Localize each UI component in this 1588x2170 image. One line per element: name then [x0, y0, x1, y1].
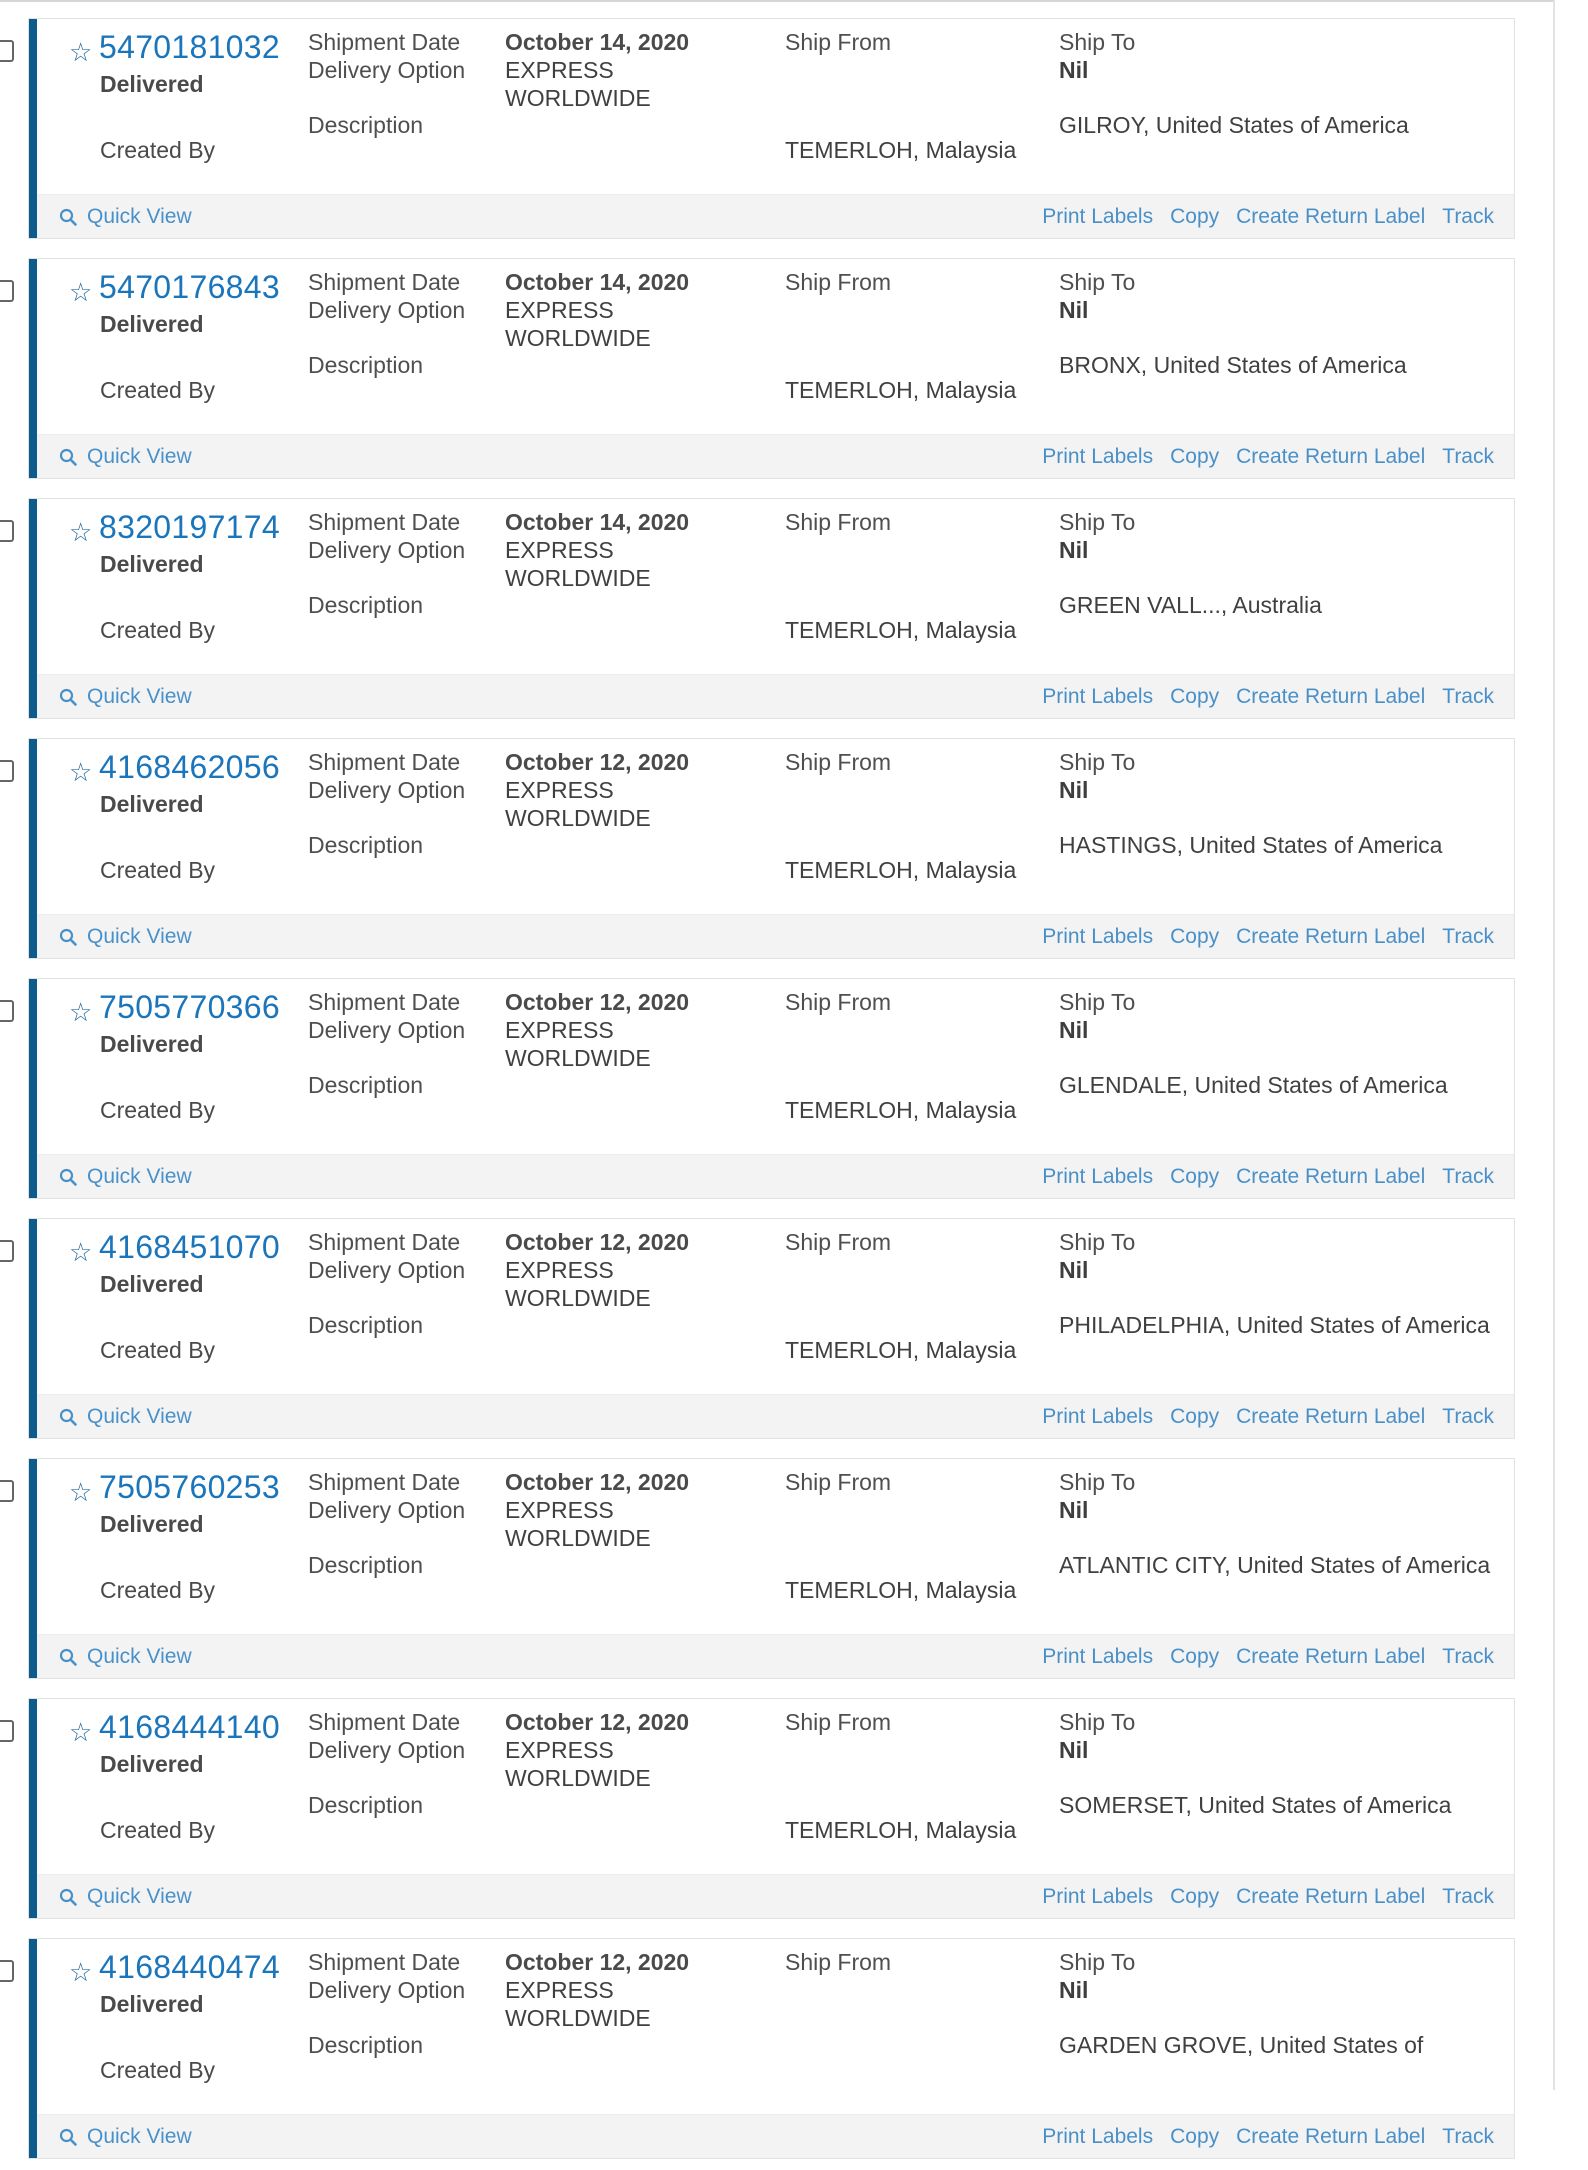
quick-view-link[interactable]: [59, 683, 192, 711]
description-label: Description: [308, 352, 424, 378]
print-labels-link[interactable]: Print Labels: [1042, 205, 1154, 228]
ship-from-label: Ship From: [785, 1229, 892, 1255]
card-accent-bar: [29, 19, 37, 238]
delivery-option-label: Delivery Option: [308, 1017, 466, 1043]
card-body: [37, 259, 1514, 435]
delivery-option-value: EXPRESS: [505, 57, 614, 83]
ship-to-city: GILROY, United States of America: [1059, 112, 1409, 138]
status-label: Delivered: [100, 1271, 204, 1297]
create-return-label-link[interactable]: Create Return Label: [1236, 205, 1426, 228]
delivery-option-value: EXPRESS: [505, 1737, 614, 1763]
card-actions: [1025, 683, 1494, 711]
card-accent-bar: [29, 499, 37, 718]
copy-link[interactable]: Copy: [1170, 925, 1220, 948]
print-labels-link[interactable]: Print Labels: [1042, 445, 1154, 468]
row-checkbox[interactable]: [0, 280, 14, 302]
card-footer: [37, 1154, 1514, 1198]
card-footer: [37, 1394, 1514, 1438]
card-body: [37, 1699, 1514, 1875]
quick-view-label: Quick View: [87, 205, 192, 228]
shipment-card: [28, 1938, 1515, 2159]
ship-from-label: Ship From: [785, 509, 892, 535]
star-icon[interactable]: ☆: [69, 997, 93, 1027]
delivery-option-label: Delivery Option: [308, 1977, 466, 2003]
shipment-date-value: October 12, 2020: [505, 989, 690, 1015]
shipment-date-label: Shipment Date: [308, 1709, 461, 1735]
ship-to-label: Ship To: [1059, 509, 1136, 535]
description-label: Description: [308, 592, 424, 618]
track-link[interactable]: Track: [1442, 925, 1494, 948]
star-icon[interactable]: ☆: [69, 1717, 93, 1747]
card-actions: [1025, 923, 1494, 951]
track-link[interactable]: Track: [1442, 445, 1494, 468]
ship-from-value: TEMERLOH, Malaysia: [785, 617, 1017, 643]
row-checkbox[interactable]: [0, 1960, 14, 1982]
ship-to-name: Nil: [1059, 297, 1089, 323]
create-return-label-link[interactable]: Create Return Label: [1236, 925, 1426, 948]
shipment-date-value: October 14, 2020: [505, 509, 690, 535]
ship-from-value: TEMERLOH, Malaysia: [785, 1097, 1017, 1123]
card-accent-bar: [29, 1699, 37, 1918]
ship-from-value: TEMERLOH, Malaysia: [785, 137, 1017, 163]
create-return-label-link[interactable]: Create Return Label: [1236, 445, 1426, 468]
delivery-option-value: EXPRESS: [505, 1017, 614, 1043]
delivery-option-label: Delivery Option: [308, 1497, 466, 1523]
tracking-number-link[interactable]: 4168444140: [99, 1709, 280, 1745]
copy-link[interactable]: Copy: [1170, 1885, 1220, 1908]
print-labels-link[interactable]: Print Labels: [1042, 1165, 1154, 1188]
delivery-option-value: EXPRESS: [505, 297, 614, 323]
created-by-label: Created By: [100, 2057, 216, 2083]
ship-from-label: Ship From: [785, 269, 892, 295]
shipment-row: [0, 970, 1588, 1210]
tracking-number-link[interactable]: 4168462056: [99, 749, 280, 785]
card-actions: [1025, 1403, 1494, 1431]
row-checkbox[interactable]: [0, 40, 14, 62]
quick-view-link[interactable]: [59, 1643, 192, 1671]
copy-link[interactable]: Copy: [1170, 445, 1220, 468]
status-label: Delivered: [100, 1751, 204, 1777]
quick-view-label: Quick View: [87, 685, 192, 708]
card-body: [37, 1219, 1514, 1395]
delivery-option-label: Delivery Option: [308, 537, 466, 563]
tracking-number-link[interactable]: 4168440474: [99, 1949, 280, 1985]
print-labels-link[interactable]: Print Labels: [1042, 1405, 1154, 1428]
row-checkbox[interactable]: [0, 1720, 14, 1742]
row-checkbox[interactable]: [0, 760, 14, 782]
delivery-option-value: EXPRESS: [505, 537, 614, 563]
shipment-date-value: October 12, 2020: [505, 1469, 690, 1495]
search-icon: [59, 448, 77, 466]
tracking-number-link[interactable]: 7505770366: [99, 989, 280, 1025]
created-by-label: Created By: [100, 1337, 216, 1363]
create-return-label-link[interactable]: Create Return Label: [1236, 1405, 1426, 1428]
star-icon[interactable]: ☆: [69, 1477, 93, 1507]
shipment-card: [28, 978, 1515, 1199]
track-link[interactable]: Track: [1442, 1885, 1494, 1908]
card-accent-bar: [29, 1939, 37, 2158]
card-accent-bar: [29, 1219, 37, 1438]
quick-view-label: Quick View: [87, 1165, 192, 1188]
shipment-date-value: October 12, 2020: [505, 1229, 690, 1255]
created-by-label: Created By: [100, 1097, 216, 1123]
card-accent-bar: [29, 979, 37, 1198]
shipment-date-label: Shipment Date: [308, 1469, 461, 1495]
card-actions: [1025, 1643, 1494, 1671]
delivery-option-label: Delivery Option: [308, 57, 466, 83]
delivery-option-value-line2: WORLDWIDE: [505, 2005, 651, 2031]
ship-to-city: HASTINGS, United States of America: [1059, 832, 1443, 858]
track-link[interactable]: Track: [1442, 685, 1494, 708]
tracking-number-link[interactable]: 4168451070: [99, 1229, 280, 1265]
shipment-date-label: Shipment Date: [308, 749, 461, 775]
ship-to-label: Ship To: [1059, 1709, 1136, 1735]
create-return-label-link[interactable]: Create Return Label: [1236, 1165, 1426, 1188]
card-footer: [37, 194, 1514, 238]
search-icon: [59, 688, 77, 706]
ship-to-label: Ship To: [1059, 989, 1136, 1015]
status-label: Delivered: [100, 311, 204, 337]
quick-view-link[interactable]: [59, 923, 192, 951]
delivery-option-value-line2: WORLDWIDE: [505, 1525, 651, 1551]
star-icon[interactable]: ☆: [69, 1957, 93, 1987]
ship-to-city: BRONX, United States of America: [1059, 352, 1407, 378]
ship-to-name: Nil: [1059, 1257, 1089, 1283]
search-icon: [59, 208, 77, 226]
row-checkbox[interactable]: [0, 520, 14, 542]
status-label: Delivered: [100, 791, 204, 817]
ship-from-label: Ship From: [785, 1949, 892, 1975]
card-actions: [1025, 203, 1494, 231]
shipment-date-value: October 12, 2020: [505, 749, 690, 775]
tracking-number-link[interactable]: 5470181032: [99, 29, 280, 65]
quick-view-link[interactable]: [59, 1403, 192, 1431]
shipment-date-label: Shipment Date: [308, 1229, 461, 1255]
status-label: Delivered: [100, 1031, 204, 1057]
card-body: [37, 739, 1514, 915]
created-by-label: Created By: [100, 1577, 216, 1603]
delivery-option-value: EXPRESS: [505, 1257, 614, 1283]
track-link[interactable]: Track: [1442, 1645, 1494, 1668]
star-icon[interactable]: ☆: [69, 1237, 93, 1267]
shipment-date-label: Shipment Date: [308, 29, 461, 55]
quick-view-link[interactable]: [59, 1883, 192, 1911]
shipment-card: [28, 1218, 1515, 1439]
description-label: Description: [308, 112, 424, 138]
track-link[interactable]: Track: [1442, 205, 1494, 228]
ship-from-label: Ship From: [785, 1709, 892, 1735]
ship-to-city: ATLANTIC CITY, United States of America: [1059, 1552, 1491, 1578]
shipment-row: [0, 730, 1588, 970]
shipment-date-label: Shipment Date: [308, 269, 461, 295]
ship-from-value: TEMERLOH, Malaysia: [785, 857, 1017, 883]
ship-from-value: TEMERLOH, Malaysia: [785, 377, 1017, 403]
shipment-card: [28, 738, 1515, 959]
delivery-option-label: Delivery Option: [308, 777, 466, 803]
ship-to-name: Nil: [1059, 1497, 1089, 1523]
card-actions: [1025, 1883, 1494, 1911]
tracking-number-link[interactable]: 8320197174: [99, 509, 280, 545]
search-icon: [59, 1648, 77, 1666]
track-link[interactable]: Track: [1442, 1405, 1494, 1428]
tracking-number-link[interactable]: 5470176843: [99, 269, 280, 305]
copy-link[interactable]: Copy: [1170, 2125, 1220, 2148]
shipment-date-label: Shipment Date: [308, 989, 461, 1015]
ship-to-name: Nil: [1059, 1017, 1089, 1043]
description-label: Description: [308, 1312, 424, 1338]
card-body: [37, 499, 1514, 675]
search-icon: [59, 1888, 77, 1906]
ship-to-city: PHILADELPHIA, United States of America: [1059, 1312, 1490, 1338]
ship-from-label: Ship From: [785, 749, 892, 775]
create-return-label-link[interactable]: Create Return Label: [1236, 1885, 1426, 1908]
quick-view-link[interactable]: [59, 203, 192, 231]
ship-to-label: Ship To: [1059, 29, 1136, 55]
description-label: Description: [308, 832, 424, 858]
shipment-card: [28, 1458, 1515, 1679]
ship-to-label: Ship To: [1059, 1229, 1136, 1255]
quick-view-link[interactable]: [59, 2123, 192, 2151]
card-footer: [37, 434, 1514, 478]
ship-from-label: Ship From: [785, 29, 892, 55]
create-return-label-link[interactable]: Create Return Label: [1236, 2125, 1426, 2148]
shipment-row: [0, 1930, 1588, 2170]
quick-view-label: Quick View: [87, 2125, 192, 2148]
card-footer: [37, 2114, 1514, 2158]
shipment-date-label: Shipment Date: [308, 509, 461, 535]
ship-from-value: TEMERLOH, Malaysia: [785, 1577, 1017, 1603]
tracking-number-link[interactable]: 7505760253: [99, 1469, 280, 1505]
delivery-option-value-line2: WORLDWIDE: [505, 1045, 651, 1071]
track-link[interactable]: Track: [1442, 1165, 1494, 1188]
shipment-card: [28, 18, 1515, 239]
description-label: Description: [308, 1792, 424, 1818]
ship-to-city: GLENDALE, United States of America: [1059, 1072, 1448, 1098]
delivery-option-value-line2: WORLDWIDE: [505, 325, 651, 351]
ship-to-city: GREEN VALL..., Australia: [1059, 592, 1322, 618]
created-by-label: Created By: [100, 377, 216, 403]
shipment-row: [0, 10, 1588, 250]
delivery-option-label: Delivery Option: [308, 1737, 466, 1763]
search-icon: [59, 1408, 77, 1426]
quick-view-label: Quick View: [87, 1645, 192, 1668]
search-icon: [59, 1168, 77, 1186]
delivery-option-value: EXPRESS: [505, 1977, 614, 2003]
description-label: Description: [308, 2032, 424, 2058]
shipment-date-value: October 14, 2020: [505, 269, 690, 295]
shipment-row: [0, 1210, 1588, 1450]
print-labels-link[interactable]: Print Labels: [1042, 2125, 1154, 2148]
created-by-label: Created By: [100, 137, 216, 163]
create-return-label-link[interactable]: Create Return Label: [1236, 685, 1426, 708]
delivery-option-value: EXPRESS: [505, 1497, 614, 1523]
card-accent-bar: [29, 259, 37, 478]
copy-link[interactable]: Copy: [1170, 1405, 1220, 1428]
shipment-row: [0, 490, 1588, 730]
star-icon[interactable]: ☆: [69, 37, 93, 67]
ship-from-label: Ship From: [785, 989, 892, 1015]
ship-to-name: Nil: [1059, 1977, 1089, 2003]
row-checkbox[interactable]: [0, 1000, 14, 1022]
card-actions: [1025, 1163, 1494, 1191]
print-labels-link[interactable]: Print Labels: [1042, 1885, 1154, 1908]
delivery-option-label: Delivery Option: [308, 1257, 466, 1283]
shipment-date-value: October 14, 2020: [505, 29, 690, 55]
card-accent-bar: [29, 1459, 37, 1678]
ship-to-label: Ship To: [1059, 269, 1136, 295]
status-label: Delivered: [100, 551, 204, 577]
quick-view-link[interactable]: [59, 443, 192, 471]
shipment-date-value: October 12, 2020: [505, 1709, 690, 1735]
delivery-option-value-line2: WORLDWIDE: [505, 1285, 651, 1311]
shipment-date-value: October 12, 2020: [505, 1949, 690, 1975]
status-label: Delivered: [100, 71, 204, 97]
status-label: Delivered: [100, 1511, 204, 1537]
delivery-option-value-line2: WORLDWIDE: [505, 805, 651, 831]
ship-to-label: Ship To: [1059, 1949, 1136, 1975]
track-link[interactable]: Track: [1442, 2125, 1494, 2148]
copy-link[interactable]: Copy: [1170, 205, 1220, 228]
ship-to-name: Nil: [1059, 777, 1089, 803]
created-by-label: Created By: [100, 1817, 216, 1843]
print-labels-link[interactable]: Print Labels: [1042, 1645, 1154, 1668]
delivery-option-value-line2: WORLDWIDE: [505, 85, 651, 111]
shipment-row: [0, 250, 1588, 490]
ship-to-city: SOMERSET, United States of America: [1059, 1792, 1452, 1818]
print-labels-link[interactable]: Print Labels: [1042, 925, 1154, 948]
card-footer: [37, 914, 1514, 958]
card-footer: [37, 1874, 1514, 1918]
status-label: Delivered: [100, 1991, 204, 2017]
copy-link[interactable]: Copy: [1170, 1165, 1220, 1188]
ship-to-city: GARDEN GROVE, United States of: [1059, 2032, 1424, 2058]
star-icon[interactable]: ☆: [69, 757, 93, 787]
quick-view-label: Quick View: [87, 925, 192, 948]
delivery-option-value-line2: WORLDWIDE: [505, 565, 651, 591]
card-actions: [1025, 443, 1494, 471]
description-label: Description: [308, 1552, 424, 1578]
card-footer: [37, 674, 1514, 718]
print-labels-link[interactable]: Print Labels: [1042, 685, 1154, 708]
ship-to-name: Nil: [1059, 1737, 1089, 1763]
shipment-list: [0, 10, 1588, 2170]
quick-view-label: Quick View: [87, 445, 192, 468]
created-by-label: Created By: [100, 857, 216, 883]
ship-to-label: Ship To: [1059, 749, 1136, 775]
shipment-card: [28, 498, 1515, 719]
card-body: [37, 979, 1514, 1155]
description-label: Description: [308, 1072, 424, 1098]
quick-view-link[interactable]: [59, 1163, 192, 1191]
shipment-row: [0, 1690, 1588, 1930]
card-footer: [37, 1634, 1514, 1678]
delivery-option-value-line2: WORLDWIDE: [505, 1765, 651, 1791]
shipment-row: [0, 1450, 1588, 1690]
star-icon[interactable]: ☆: [69, 277, 93, 307]
created-by-label: Created By: [100, 617, 216, 643]
shipment-date-label: Shipment Date: [308, 1949, 461, 1975]
search-icon: [59, 2128, 77, 2146]
ship-to-label: Ship To: [1059, 1469, 1136, 1495]
copy-link[interactable]: Copy: [1170, 1645, 1220, 1668]
shipment-card: [28, 258, 1515, 479]
quick-view-label: Quick View: [87, 1405, 192, 1428]
copy-link[interactable]: Copy: [1170, 685, 1220, 708]
ship-to-name: Nil: [1059, 57, 1089, 83]
delivery-option-value: EXPRESS: [505, 777, 614, 803]
card-body: [37, 1939, 1514, 2115]
star-icon[interactable]: ☆: [69, 517, 93, 547]
card-accent-bar: [29, 739, 37, 958]
quick-view-label: Quick View: [87, 1885, 192, 1908]
search-icon: [59, 928, 77, 946]
top-divider: [0, 0, 1555, 2]
card-body: [37, 19, 1514, 195]
ship-to-name: Nil: [1059, 537, 1089, 563]
ship-from-value: TEMERLOH, Malaysia: [785, 1337, 1017, 1363]
row-checkbox[interactable]: [0, 1240, 14, 1262]
delivery-option-label: Delivery Option: [308, 297, 466, 323]
ship-from-label: Ship From: [785, 1469, 892, 1495]
card-body: [37, 1459, 1514, 1635]
create-return-label-link[interactable]: Create Return Label: [1236, 1645, 1426, 1668]
ship-from-value: TEMERLOH, Malaysia: [785, 1817, 1017, 1843]
card-actions: [1025, 2123, 1494, 2151]
shipment-card: [28, 1698, 1515, 1919]
row-checkbox[interactable]: [0, 1480, 14, 1502]
